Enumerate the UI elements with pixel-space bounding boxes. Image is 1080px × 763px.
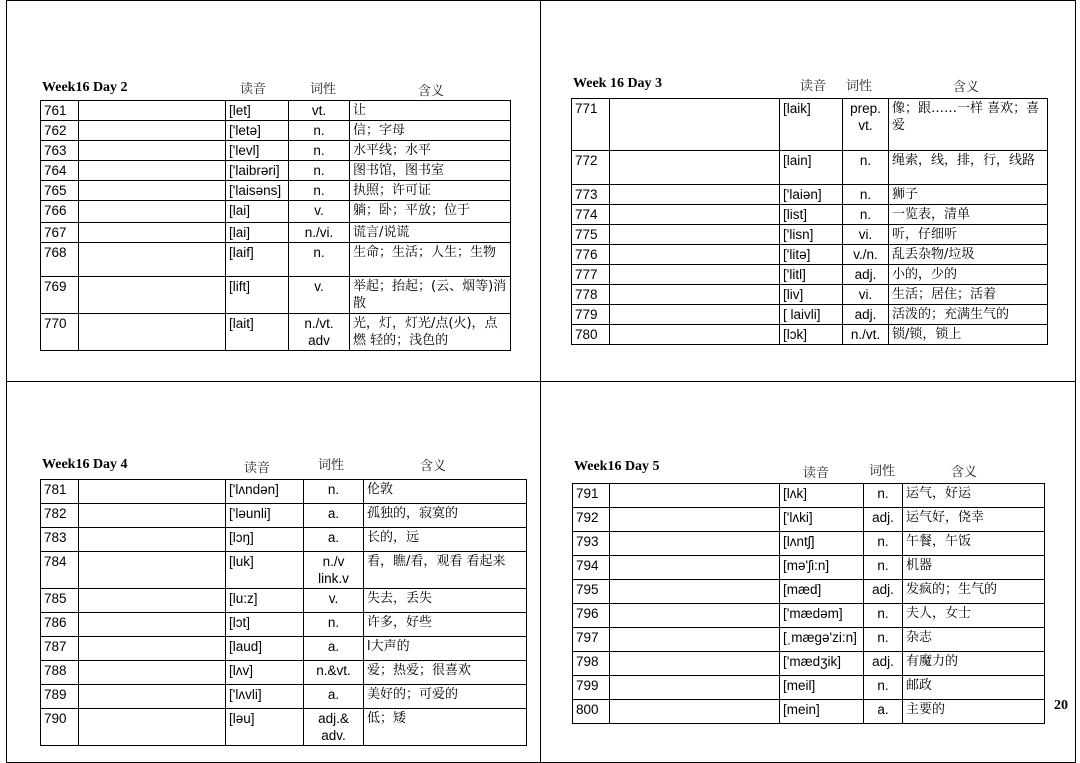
pronunciation: [lɔŋ] <box>226 528 304 552</box>
part-of-speech: n. <box>304 480 364 504</box>
table-row <box>41 480 527 504</box>
day-title: Week16 Day 4 <box>42 457 128 472</box>
pronunciation: [meil] <box>780 676 864 700</box>
table-row <box>573 628 1045 652</box>
pronunciation: [lai] <box>226 223 289 243</box>
table-row <box>573 532 1045 556</box>
meaning: 低；矮 <box>364 709 527 746</box>
pronunciation: [lai] <box>226 201 289 223</box>
table-row <box>41 613 527 637</box>
day-title: Week16 Day 2 <box>42 80 128 95</box>
word-number: 782 <box>41 504 79 528</box>
word-blank <box>79 528 226 552</box>
table-row <box>573 556 1045 580</box>
word-blank <box>79 121 226 141</box>
word-blank <box>79 613 226 637</box>
word-number: 772 <box>572 151 610 185</box>
pronunciation: [let] <box>226 101 289 121</box>
table-row <box>41 243 511 277</box>
word-blank <box>610 604 780 628</box>
word-blank <box>79 277 226 314</box>
table-row <box>41 314 511 351</box>
col-header-meaning: 含义 <box>420 459 447 474</box>
table-row <box>41 504 527 528</box>
meaning: 谎言/说谎 <box>350 223 511 243</box>
meaning: 主要的 <box>903 700 1045 724</box>
word-blank <box>610 484 780 508</box>
word-blank <box>610 305 780 325</box>
table-row <box>573 604 1045 628</box>
word-number: 768 <box>41 243 79 277</box>
vocab-table <box>571 98 1048 345</box>
part-of-speech: n. <box>843 185 889 205</box>
part-of-speech: n./v link.v <box>304 552 364 589</box>
vocab-table <box>40 100 511 351</box>
pronunciation: [mæd] <box>780 580 864 604</box>
part-of-speech: n. <box>864 532 903 556</box>
pronunciation: ['ləunli] <box>226 504 304 528</box>
meaning: 举起；抬起；(云、烟等)消散 <box>350 277 511 314</box>
word-blank <box>79 223 226 243</box>
col-header-pos: 词性 <box>846 79 873 94</box>
part-of-speech: n. <box>864 556 903 580</box>
word-blank <box>610 676 780 700</box>
day-title: Week16 Day 5 <box>574 459 660 474</box>
meaning: 失去，丢失 <box>364 589 527 613</box>
table-row <box>41 552 527 589</box>
pronunciation: [laif] <box>226 243 289 277</box>
meaning: 锁/锁，锁上 <box>889 325 1048 345</box>
part-of-speech: vi. <box>843 285 889 305</box>
word-number: 799 <box>573 676 610 700</box>
word-blank <box>79 314 226 351</box>
pronunciation: ['laibrəri] <box>226 161 289 181</box>
word-blank <box>79 101 226 121</box>
col-header-pron: 读音 <box>244 461 271 476</box>
pronunciation: [lɔk] <box>780 325 843 345</box>
col-header-meaning: 含义 <box>951 465 978 480</box>
word-blank <box>79 709 226 746</box>
meaning: l大声的 <box>364 637 527 661</box>
pronunciation: ['litl] <box>780 265 843 285</box>
table-row <box>573 484 1045 508</box>
pronunciation: [lain] <box>780 151 843 185</box>
table-row <box>572 185 1048 205</box>
meaning: 有魔力的 <box>903 652 1045 676</box>
word-blank <box>79 161 226 181</box>
pronunciation: ['letə] <box>226 121 289 141</box>
word-blank <box>610 265 780 285</box>
word-number: 794 <box>573 556 610 580</box>
word-blank <box>79 589 226 613</box>
table-row <box>41 685 527 709</box>
part-of-speech: n. <box>843 205 889 225</box>
part-of-speech: n./vt. <box>843 325 889 345</box>
word-number: 779 <box>572 305 610 325</box>
word-number: 783 <box>41 528 79 552</box>
part-of-speech: n. <box>304 613 364 637</box>
part-of-speech: vi. <box>843 225 889 245</box>
word-number: 763 <box>41 141 79 161</box>
pronunciation: [lait] <box>226 314 289 351</box>
word-number: 800 <box>573 700 610 724</box>
table-row <box>572 265 1048 285</box>
pronunciation: ['lʌndən] <box>226 480 304 504</box>
pronunciation: [lʌntʃ] <box>780 532 864 556</box>
part-of-speech: v. <box>289 277 350 314</box>
meaning: 看，瞧/看，观看 看起来 <box>364 552 527 589</box>
word-number: 789 <box>41 685 79 709</box>
part-of-speech: n. <box>843 151 889 185</box>
word-blank <box>610 508 780 532</box>
pronunciation: ['lʌvli] <box>226 685 304 709</box>
part-of-speech: a. <box>304 685 364 709</box>
pronunciation: [laik] <box>780 99 843 151</box>
word-number: 773 <box>572 185 610 205</box>
word-number: 771 <box>572 99 610 151</box>
part-of-speech: n. <box>864 484 903 508</box>
word-blank <box>610 185 780 205</box>
word-blank <box>610 652 780 676</box>
word-number: 780 <box>572 325 610 345</box>
day-3-panel <box>541 0 1080 381</box>
part-of-speech: v./n. <box>843 245 889 265</box>
part-of-speech: adj. <box>864 580 903 604</box>
pronunciation: [mə'ʃi:n] <box>780 556 864 580</box>
pronunciation: [luk] <box>226 552 304 589</box>
part-of-speech: adj.& adv. <box>304 709 364 746</box>
word-blank <box>79 181 226 201</box>
meaning: 图书馆，图书室 <box>350 161 511 181</box>
part-of-speech: a. <box>304 528 364 552</box>
part-of-speech: a. <box>304 637 364 661</box>
word-number: 797 <box>573 628 610 652</box>
table-row <box>41 201 511 223</box>
vocab-table <box>40 479 527 746</box>
pronunciation: [lɔt] <box>226 613 304 637</box>
table-row <box>41 181 511 201</box>
table-row <box>572 245 1048 265</box>
meaning: 运气好，侥幸 <box>903 508 1045 532</box>
day-4-panel <box>0 382 540 763</box>
meaning: 孤独的，寂寞的 <box>364 504 527 528</box>
word-number: 769 <box>41 277 79 314</box>
meaning: 邮政 <box>903 676 1045 700</box>
meaning: 让 <box>350 101 511 121</box>
pronunciation: ['lisn] <box>780 225 843 245</box>
part-of-speech: n. <box>289 161 350 181</box>
meaning: 运气，好运 <box>903 484 1045 508</box>
pronunciation: [liv] <box>780 285 843 305</box>
word-blank <box>610 325 780 345</box>
pronunciation: ['lʌki] <box>780 508 864 532</box>
part-of-speech: adj. <box>864 508 903 532</box>
word-number: 788 <box>41 661 79 685</box>
word-blank <box>79 201 226 223</box>
part-of-speech: a. <box>304 504 364 528</box>
part-of-speech: v. <box>304 589 364 613</box>
word-blank <box>79 552 226 589</box>
word-blank <box>610 99 780 151</box>
word-blank <box>610 151 780 185</box>
part-of-speech: n. <box>864 604 903 628</box>
pronunciation: [laud] <box>226 637 304 661</box>
meaning: 爱；热爱；很喜欢 <box>364 661 527 685</box>
pronunciation: [ləu] <box>226 709 304 746</box>
meaning: 水平线；水平 <box>350 141 511 161</box>
word-number: 762 <box>41 121 79 141</box>
part-of-speech: vt. <box>289 101 350 121</box>
part-of-speech: n./vi. <box>289 223 350 243</box>
meaning: 像；跟……一样 喜欢；喜爱 <box>889 99 1048 151</box>
word-number: 793 <box>573 532 610 556</box>
table-row <box>41 528 527 552</box>
meaning: 小的，少的 <box>889 265 1048 285</box>
part-of-speech: n. <box>289 243 350 277</box>
pronunciation: ['litə] <box>780 245 843 265</box>
table-row <box>41 709 527 746</box>
table-row <box>41 589 527 613</box>
part-of-speech: adj. <box>864 652 903 676</box>
meaning: 杂志 <box>903 628 1045 652</box>
meaning: 午餐，午饭 <box>903 532 1045 556</box>
col-header-pron: 读音 <box>800 79 827 94</box>
word-blank <box>79 141 226 161</box>
meaning: 绳索，线，排，行，线路 <box>889 151 1048 185</box>
page-number: 20 <box>1054 698 1068 713</box>
meaning: 美好的；可爱的 <box>364 685 527 709</box>
word-number: 790 <box>41 709 79 746</box>
table-row <box>41 661 527 685</box>
word-number: 796 <box>573 604 610 628</box>
col-header-meaning: 含义 <box>418 84 445 99</box>
word-number: 767 <box>41 223 79 243</box>
word-number: 776 <box>572 245 610 265</box>
word-blank <box>79 637 226 661</box>
pronunciation: ['levl] <box>226 141 289 161</box>
word-number: 785 <box>41 589 79 613</box>
part-of-speech: n. <box>289 121 350 141</box>
pronunciation: [list] <box>780 205 843 225</box>
pronunciation: [lʌv] <box>226 661 304 685</box>
word-blank <box>610 556 780 580</box>
meaning: 夫人，女士 <box>903 604 1045 628</box>
table-row <box>572 205 1048 225</box>
meaning: 乱丢杂物/垃圾 <box>889 245 1048 265</box>
day-2-panel <box>0 0 540 381</box>
part-of-speech: n.&vt. <box>304 661 364 685</box>
word-number: 766 <box>41 201 79 223</box>
pronunciation: [lu:z] <box>226 589 304 613</box>
table-row <box>573 580 1045 604</box>
part-of-speech: n./vt. adv <box>289 314 350 351</box>
table-row <box>41 277 511 314</box>
part-of-speech: n. <box>864 628 903 652</box>
col-header-pos: 词性 <box>318 458 345 473</box>
word-number: 765 <box>41 181 79 201</box>
word-number: 774 <box>572 205 610 225</box>
col-header-pos: 词性 <box>869 464 896 479</box>
word-number: 775 <box>572 225 610 245</box>
day-title: Week 16 Day 3 <box>573 76 663 91</box>
col-header-pron: 读音 <box>240 82 267 97</box>
meaning: 躺；卧；平放；位于 <box>350 201 511 223</box>
word-number: 764 <box>41 161 79 181</box>
pronunciation: ['mædəm] <box>780 604 864 628</box>
col-header-pos: 词性 <box>310 82 337 97</box>
pronunciation: ['laisəns] <box>226 181 289 201</box>
table-row <box>41 141 511 161</box>
meaning: 机器 <box>903 556 1045 580</box>
table-row <box>573 508 1045 532</box>
day-5-panel <box>541 382 1080 763</box>
meaning: 生命；生活；人生；生物 <box>350 243 511 277</box>
word-number: 784 <box>41 552 79 589</box>
meaning: 光，灯，灯光/点(火)，点燃 轻的；浅色的 <box>350 314 511 351</box>
word-blank <box>79 504 226 528</box>
table-row <box>41 161 511 181</box>
table-row <box>41 223 511 243</box>
col-header-pron: 读音 <box>803 466 830 481</box>
table-row <box>573 676 1045 700</box>
word-blank <box>610 532 780 556</box>
meaning: 活泼的；充满生气的 <box>889 305 1048 325</box>
word-blank <box>610 205 780 225</box>
meaning: 信；字母 <box>350 121 511 141</box>
word-blank <box>610 580 780 604</box>
part-of-speech: prep. vt. <box>843 99 889 151</box>
pronunciation: ['mædʒik] <box>780 652 864 676</box>
part-of-speech: n. <box>864 676 903 700</box>
word-blank <box>610 628 780 652</box>
meaning: 伦敦 <box>364 480 527 504</box>
part-of-speech: n. <box>289 181 350 201</box>
meaning: 长的，远 <box>364 528 527 552</box>
part-of-speech: adj. <box>843 265 889 285</box>
word-blank <box>79 661 226 685</box>
pronunciation: [lʌk] <box>780 484 864 508</box>
part-of-speech: adj. <box>843 305 889 325</box>
word-number: 761 <box>41 101 79 121</box>
table-row <box>41 121 511 141</box>
word-number: 791 <box>573 484 610 508</box>
pronunciation: [ˌmægə'zi:n] <box>780 628 864 652</box>
table-row <box>572 151 1048 185</box>
pronunciation: [lift] <box>226 277 289 314</box>
meaning: 许多，好些 <box>364 613 527 637</box>
part-of-speech: a. <box>864 700 903 724</box>
meaning: 执照；许可证 <box>350 181 511 201</box>
word-number: 787 <box>41 637 79 661</box>
meaning: 一览表，清单 <box>889 205 1048 225</box>
word-number: 792 <box>573 508 610 532</box>
col-header-meaning: 含义 <box>953 80 980 95</box>
pronunciation: [mein] <box>780 700 864 724</box>
word-blank <box>610 285 780 305</box>
meaning: 发疯的；生气的 <box>903 580 1045 604</box>
table-row <box>41 101 511 121</box>
word-number: 786 <box>41 613 79 637</box>
word-number: 778 <box>572 285 610 305</box>
word-number: 770 <box>41 314 79 351</box>
meaning: 生活；居住；活着 <box>889 285 1048 305</box>
table-row <box>572 305 1048 325</box>
vocab-table <box>572 483 1045 724</box>
part-of-speech: n. <box>289 141 350 161</box>
word-blank <box>610 700 780 724</box>
table-row <box>572 99 1048 151</box>
word-number: 781 <box>41 480 79 504</box>
word-blank <box>79 685 226 709</box>
table-row <box>573 700 1045 724</box>
table-row <box>573 652 1045 676</box>
word-blank <box>79 243 226 277</box>
meaning: 听，仔细听 <box>889 225 1048 245</box>
word-blank <box>79 480 226 504</box>
pronunciation: ['laiən] <box>780 185 843 205</box>
table-row <box>572 325 1048 345</box>
table-row <box>41 637 527 661</box>
word-number: 795 <box>573 580 610 604</box>
meaning: 狮子 <box>889 185 1048 205</box>
part-of-speech: v. <box>289 201 350 223</box>
word-blank <box>610 225 780 245</box>
pronunciation: [ laivli] <box>780 305 843 325</box>
table-row <box>572 285 1048 305</box>
table-row <box>572 225 1048 245</box>
word-blank <box>610 245 780 265</box>
word-number: 798 <box>573 652 610 676</box>
word-number: 777 <box>572 265 610 285</box>
